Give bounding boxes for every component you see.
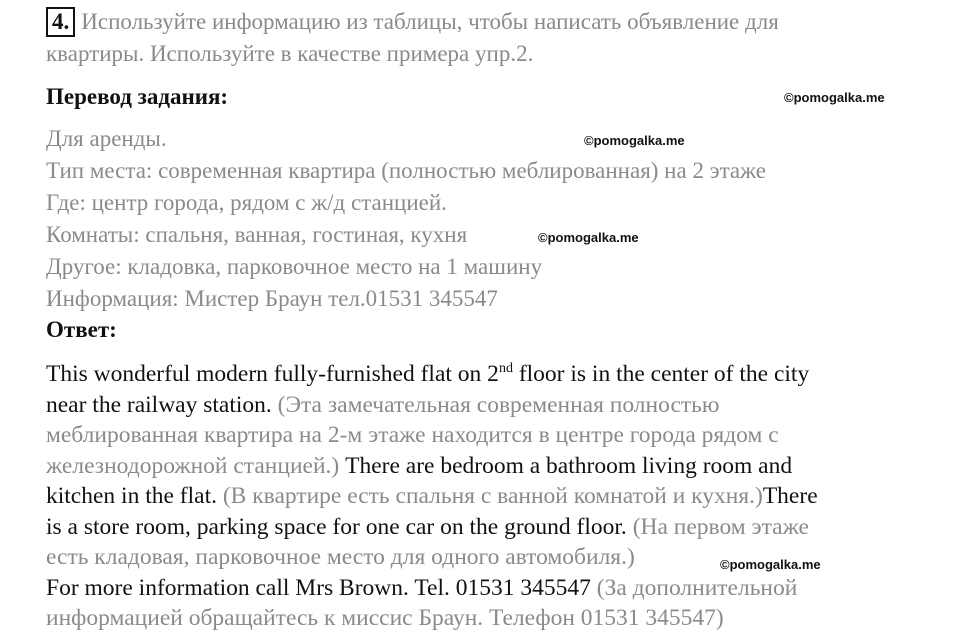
- answer-text: kitchen in the flat.: [46, 483, 217, 509]
- task-text-line-1: Используйте информацию из таблицы, чтобы написать объявление для: [81, 9, 779, 34]
- answer-heading: Ответ:: [46, 317, 117, 342]
- answer-text: floor is in the center of the city: [512, 361, 810, 387]
- translation-line-6: Информация: Мистер Браун тел.01531 345547: [46, 286, 498, 311]
- watermark: ©pomogalka.me: [538, 230, 639, 245]
- answer-translation: есть кладовая, парковочное место для одного автомобиля.): [46, 544, 635, 570]
- watermark: ©pomogalka.me: [720, 557, 821, 572]
- answer-line-8: [46, 573, 936, 604]
- watermark: ©pomogalka.me: [584, 133, 685, 148]
- answer-line-6: [46, 512, 936, 543]
- answer-line-2: [46, 390, 936, 421]
- ordinal-suffix: nd: [498, 361, 513, 377]
- answer-translation: меблированная квартира на 2-м этаже находится в центре города рядом с: [46, 422, 779, 448]
- watermark: ©pomogalka.me: [784, 90, 885, 105]
- answer-text: near the railway station.: [46, 391, 272, 418]
- answer-text: is a store room, parking space for one car on the ground floor.: [46, 513, 627, 540]
- translation-block: [46, 123, 926, 315]
- answer-line-1: [46, 359, 936, 390]
- answer-translation: (На первом этаже: [626, 513, 809, 540]
- task-number-box: 4.: [46, 7, 75, 37]
- task-statement: [46, 6, 926, 70]
- answer-translation: (Эта замечательная современная полностью: [271, 391, 720, 418]
- answer-line-9: [46, 603, 936, 634]
- answer-text: This wonderful modern fully-furnished flat on 2: [46, 361, 499, 387]
- answer-translation: (За дополнительной: [590, 574, 798, 601]
- translation-line-4: Комнаты: спальня, ванная, гостиная, кухня: [46, 222, 468, 247]
- task-text-line-2: квартиры. Используйте в качестве примера упр.2.: [46, 41, 534, 66]
- answer-text: There: [762, 483, 818, 509]
- answer-translation: (В квартире есть спальня с ванной комнатой и кухня.): [216, 483, 763, 509]
- answer-translation: информацией обращайтесь к миссис Браун. Телефон 01531 345547): [46, 605, 724, 631]
- answer-translation: железнодорожной станцией.): [46, 452, 340, 479]
- translation-line-3: Где: центр города, рядом с ж/д станцией.: [46, 190, 447, 215]
- answer-text: There are bedroom a bathroom living room and: [339, 452, 793, 479]
- answer-line-3: [46, 420, 936, 451]
- translation-line-1: Для аренды.: [46, 126, 167, 151]
- translation-line-5: Другое: кладовка, парковочное место на 1 машину: [46, 254, 543, 279]
- answer-line-4: [46, 451, 936, 482]
- translation-line-2: Тип места: современная квартира (полностью меблированная) на 2 этаже: [46, 158, 766, 183]
- translation-heading: Перевод задания:: [46, 84, 229, 109]
- answer-block: [46, 359, 936, 634]
- answer-text: For more information call Mrs Brown. Tel. 01531 345547: [46, 574, 591, 601]
- answer-line-5: [46, 481, 936, 512]
